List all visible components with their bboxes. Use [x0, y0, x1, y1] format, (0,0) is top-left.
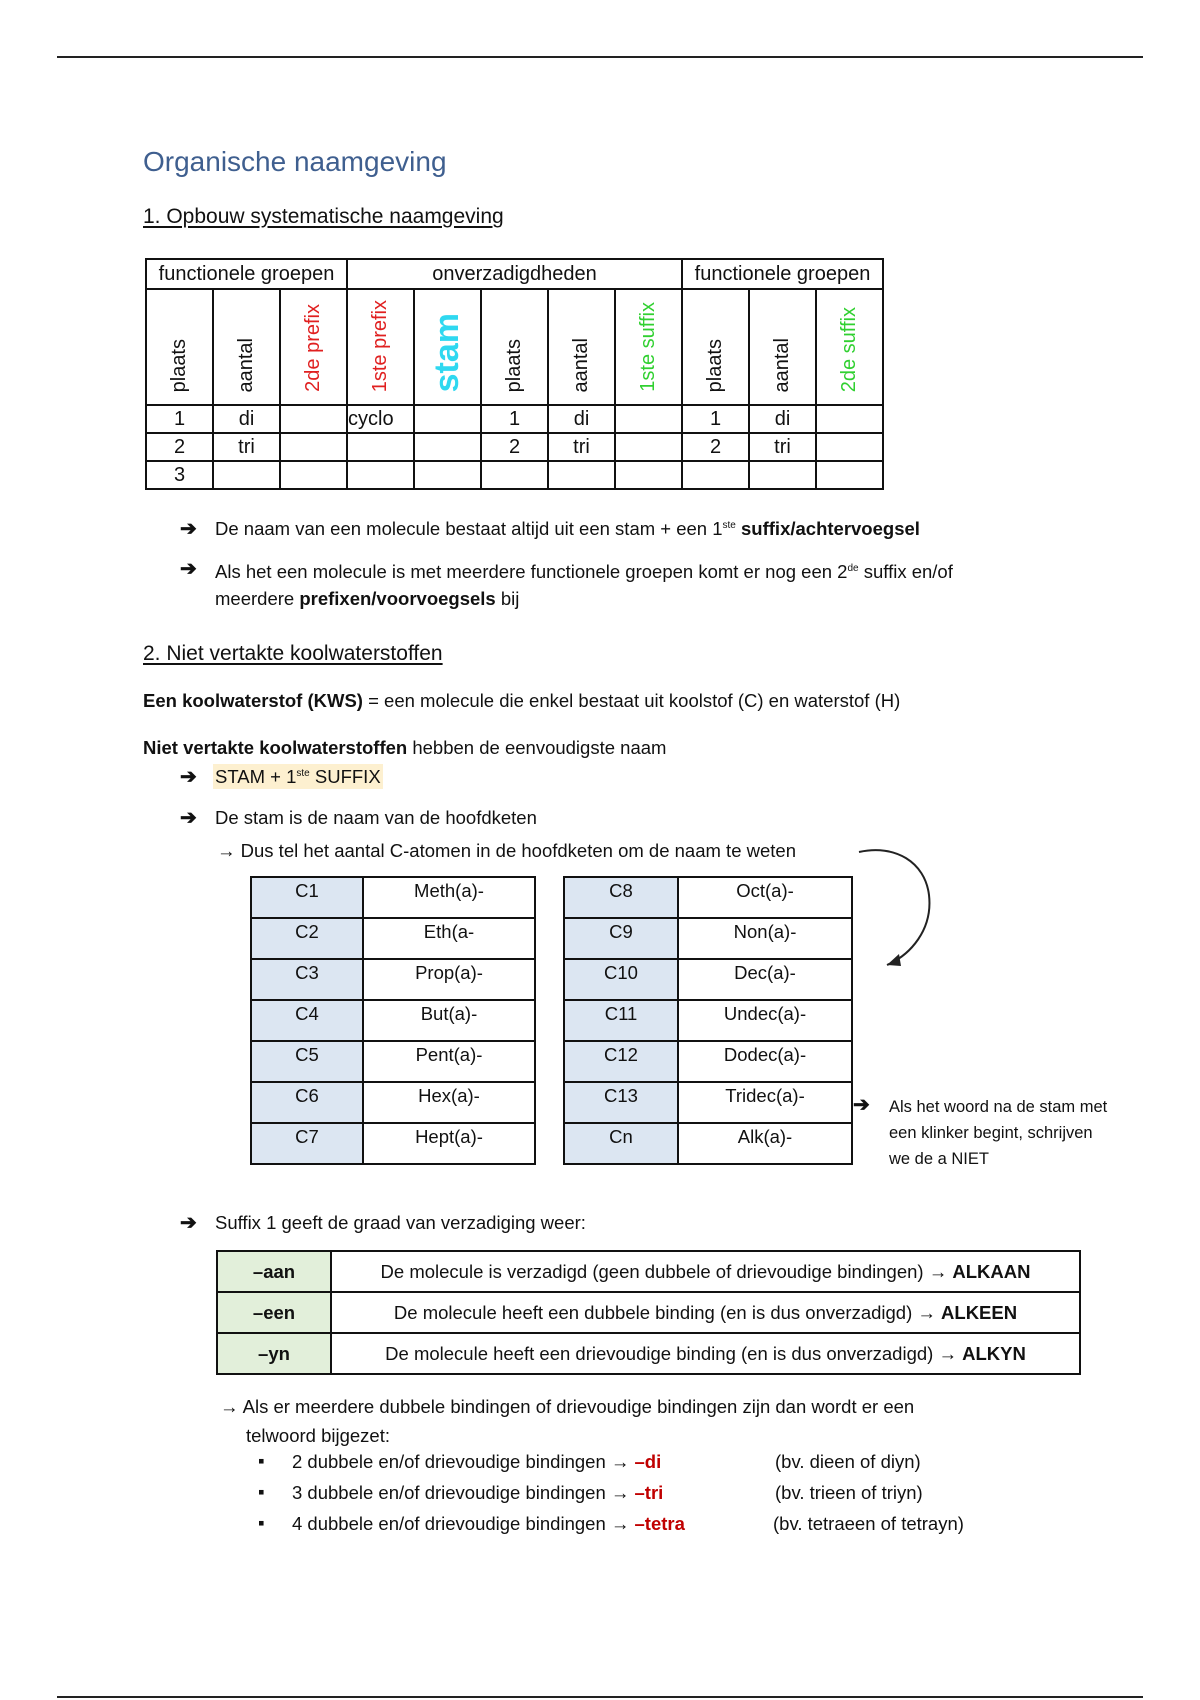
table-row — [251, 1082, 535, 1123]
table-cell — [615, 405, 682, 433]
stem-table-left — [250, 876, 536, 1165]
bottom-rule — [57, 1696, 1143, 1698]
stem-name: Dodec(a)- — [678, 1041, 852, 1082]
kws-definition: Een koolwaterstof (KWS) = een molecule die enkel bestaat uit koolstof (C) en waterstof (H) — [143, 690, 901, 711]
arrow-icon: ➔ — [853, 1094, 870, 1116]
carbon-count: C4 — [251, 1000, 363, 1041]
suffix-description: De molecule is verzadigd (geen dubbele of drievoudige bindingen) → ALKAAN — [331, 1251, 1080, 1292]
table-cell: cyclo — [347, 405, 414, 433]
table-row — [564, 1123, 852, 1164]
table-cell — [280, 433, 347, 461]
group-header-1: functionele groepen — [146, 259, 347, 289]
carbon-count: C12 — [564, 1041, 678, 1082]
count-example: (bv. tetraeen of tetrayn) — [773, 1513, 964, 1534]
table-row — [251, 1000, 535, 1041]
table-cell — [414, 433, 481, 461]
curved-arrow-icon — [855, 840, 945, 980]
table-row — [564, 959, 852, 1000]
stem-name: But(a)- — [363, 1000, 535, 1041]
stem-table-right — [563, 876, 853, 1165]
table-cell: tri — [749, 433, 816, 461]
table-row — [564, 1041, 852, 1082]
table-row — [564, 918, 852, 959]
carbon-count: C3 — [251, 959, 363, 1000]
carbon-count: Cn — [564, 1123, 678, 1164]
note-line: Als het woord na de stam met — [889, 1098, 1108, 1116]
table-row — [217, 1292, 1080, 1333]
col-header: 2de suffix — [816, 289, 883, 405]
stam-suffix-highlight: STAM + 1ste SUFFIX — [215, 766, 381, 787]
table-row — [146, 461, 883, 489]
table-row — [251, 1123, 535, 1164]
col-header: plaats — [481, 289, 548, 405]
table-cell — [548, 461, 615, 489]
table-cell: 1 — [682, 405, 749, 433]
suffix-cell: –aan — [217, 1251, 331, 1292]
table-cell: 2 — [146, 433, 213, 461]
bullet-name-structure: De naam van een molecule bestaat altijd uit een stam + een 1ste suffix/achtervoegsel — [215, 518, 920, 539]
vowel-note — [889, 1094, 1107, 1172]
arrow-icon: ➔ — [180, 766, 197, 788]
top-rule — [57, 56, 1143, 58]
table-cell — [816, 405, 883, 433]
suffix-description: De molecule heeft een dubbele binding (en is dus onverzadigd) → ALKEEN — [331, 1292, 1080, 1333]
note-line: → Als er meerdere dubbele bindingen of drievoudige bindingen zijn dan wordt er een — [220, 1396, 915, 1417]
col-header: aantal — [548, 289, 615, 405]
stem-name: Eth(a- — [363, 918, 535, 959]
table-row — [217, 1333, 1080, 1374]
count-example: (bv. dieen of diyn) — [775, 1451, 921, 1472]
col-header: 1ste suffix — [615, 289, 682, 405]
suffix-cell: –een — [217, 1292, 331, 1333]
count-item: 4 dubbele en/of drievoudige bindingen → –tetra — [292, 1513, 685, 1534]
page-title: Organische naamgeving — [143, 146, 447, 177]
stem-name: Prop(a)- — [363, 959, 535, 1000]
carbon-count: C10 — [564, 959, 678, 1000]
col-header: 1ste prefix — [347, 289, 414, 405]
table-cell: tri — [213, 433, 280, 461]
table-cell: 1 — [146, 405, 213, 433]
table-row — [251, 959, 535, 1000]
table-cell — [481, 461, 548, 489]
stem-name: Meth(a)- — [363, 877, 535, 918]
stem-name: Alk(a)- — [678, 1123, 852, 1164]
col-header: aantal — [213, 289, 280, 405]
table-cell — [414, 405, 481, 433]
carbon-count: C11 — [564, 1000, 678, 1041]
table-row — [564, 877, 852, 918]
bullet-icon: ▪ — [258, 1512, 265, 1533]
multiple-bonds-note — [220, 1392, 914, 1450]
stem-name: Oct(a)- — [678, 877, 852, 918]
count-example: (bv. trieen of triyn) — [775, 1482, 923, 1503]
note-line: we de a NIET — [889, 1150, 989, 1168]
table-cell: 2 — [481, 433, 548, 461]
stem-name: Pent(a)- — [363, 1041, 535, 1082]
carbon-count: C7 — [251, 1123, 363, 1164]
col-header: aantal — [749, 289, 816, 405]
table-row — [564, 1000, 852, 1041]
suffix-intro: Suffix 1 geeft de graad van verzadiging weer: — [215, 1212, 586, 1233]
col-header: stam — [414, 289, 481, 405]
bullet-multiple-groups: Als het een molecule is met meerdere functionele groepen komt er nog een 2de suffix en/of meerdere prefixen/voorvoegsels bij — [215, 561, 953, 609]
arrow-icon: ➔ — [180, 807, 197, 829]
carbon-count: C6 — [251, 1082, 363, 1123]
carbon-count: C1 — [251, 877, 363, 918]
count-instruction: → Dus tel het aantal C-atomen in de hoofdketen om de naam te weten — [217, 840, 796, 861]
table-cell: di — [749, 405, 816, 433]
col-header: plaats — [682, 289, 749, 405]
arrow-icon: ➔ — [180, 1212, 197, 1234]
table-cell — [347, 461, 414, 489]
group-header-2: onverzadigdheden — [347, 259, 682, 289]
note-line: telwoord bijgezet: — [246, 1425, 390, 1446]
table-cell: 2 — [682, 433, 749, 461]
stam-definition: De stam is de naam van de hoofdketen — [215, 807, 537, 828]
stem-name: Non(a)- — [678, 918, 852, 959]
suffix-description: De molecule heeft een drievoudige binding (en is dus onverzadigd) → ALKYN — [331, 1333, 1080, 1374]
table-cell — [280, 461, 347, 489]
group-header-3: functionele groepen — [682, 259, 883, 289]
table-cell — [816, 433, 883, 461]
table-cell — [615, 433, 682, 461]
carbon-count: C8 — [564, 877, 678, 918]
stem-name: Tridec(a)- — [678, 1082, 852, 1123]
col-header: plaats — [146, 289, 213, 405]
table-cell — [280, 405, 347, 433]
table-cell — [615, 461, 682, 489]
carbon-count: C9 — [564, 918, 678, 959]
arrow-icon: ➔ — [180, 558, 197, 580]
stem-name: Undec(a)- — [678, 1000, 852, 1041]
table-cell: tri — [548, 433, 615, 461]
note-line: een klinker begint, schrijven — [889, 1124, 1093, 1142]
col-header: 2de prefix — [280, 289, 347, 405]
table-cell — [414, 461, 481, 489]
table-row — [251, 918, 535, 959]
carbon-count: C5 — [251, 1041, 363, 1082]
table-cell — [749, 461, 816, 489]
naming-structure-table — [145, 258, 884, 490]
stem-name: Dec(a)- — [678, 959, 852, 1000]
count-item: 2 dubbele en/of drievoudige bindingen → –di — [292, 1451, 662, 1472]
unbranched-intro: Niet vertakte koolwaterstoffen hebben de eenvoudigste naam — [143, 737, 667, 758]
stem-name: Hex(a)- — [363, 1082, 535, 1123]
table-cell — [682, 461, 749, 489]
carbon-count: C13 — [564, 1082, 678, 1123]
suffix-cell: –yn — [217, 1333, 331, 1374]
suffix-table — [216, 1250, 1081, 1375]
count-item: 3 dubbele en/of drievoudige bindingen → –tri — [292, 1482, 664, 1503]
table-cell: di — [213, 405, 280, 433]
arrow-icon: ➔ — [180, 518, 197, 540]
table-row — [146, 405, 883, 433]
table-cell: di — [548, 405, 615, 433]
bullet-icon: ▪ — [258, 1450, 265, 1471]
section1-heading: 1. Opbouw systematische naamgeving — [143, 205, 504, 228]
table-row — [146, 433, 883, 461]
table-cell — [347, 433, 414, 461]
table-row — [251, 877, 535, 918]
table-row — [217, 1251, 1080, 1292]
table-cell: 3 — [146, 461, 213, 489]
table-row — [251, 1041, 535, 1082]
table-cell — [816, 461, 883, 489]
carbon-count: C2 — [251, 918, 363, 959]
stem-name: Hept(a)- — [363, 1123, 535, 1164]
table-row — [564, 1082, 852, 1123]
section2-heading: 2. Niet vertakte koolwaterstoffen — [143, 642, 443, 665]
bullet-icon: ▪ — [258, 1481, 265, 1502]
table-cell — [213, 461, 280, 489]
table-cell: 1 — [481, 405, 548, 433]
